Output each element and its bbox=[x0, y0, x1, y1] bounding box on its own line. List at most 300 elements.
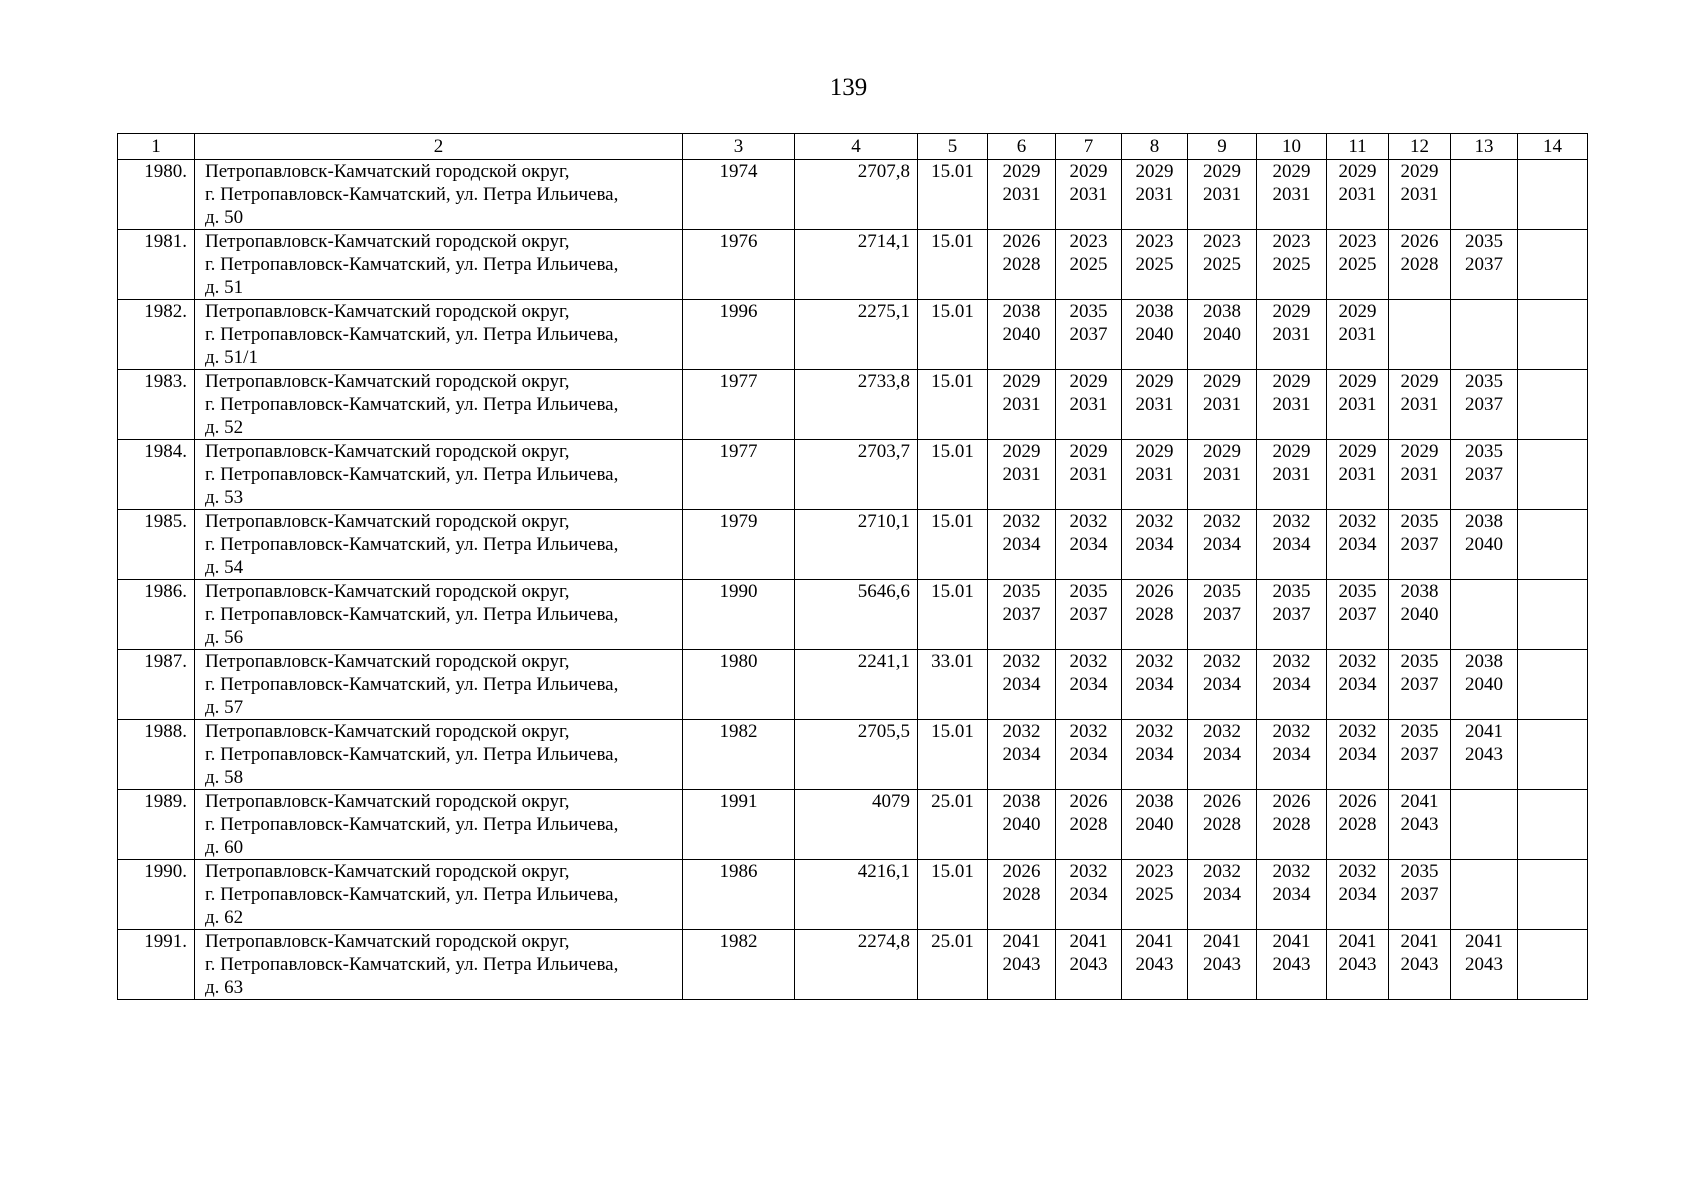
table-row bbox=[118, 650, 1588, 720]
period-start-year: 2032 bbox=[1203, 651, 1241, 672]
period-cell-12 bbox=[1389, 370, 1451, 440]
total-area: 2710,1 bbox=[795, 510, 918, 580]
period-start-year: 2023 bbox=[1135, 861, 1174, 882]
construction-year: 1982 bbox=[683, 930, 795, 1000]
code-cell: 33.01 bbox=[918, 650, 988, 720]
period-end-year: 2034 bbox=[1203, 744, 1241, 765]
address-line: г. Петропавловск-Камчатский, ул. Петра Ильичева, bbox=[205, 184, 619, 205]
column-header-14: 14 bbox=[1518, 134, 1588, 160]
code-cell: 15.01 bbox=[918, 440, 988, 510]
period-end-year: 2037 bbox=[1002, 604, 1041, 625]
address-line: Петропавловск-Камчатский городской округ, bbox=[205, 861, 570, 882]
period-start-year: 2032 bbox=[1338, 651, 1377, 672]
period-cell-11 bbox=[1327, 300, 1389, 370]
address-line: Петропавловск-Камчатский городской округ, bbox=[205, 231, 570, 252]
period-end-year: 2037 bbox=[1465, 464, 1503, 485]
period-cell-10 bbox=[1257, 510, 1327, 580]
period-end-year: 2031 bbox=[1203, 464, 1241, 485]
period-start-year: 2029 bbox=[1135, 371, 1174, 392]
period-cell-8 bbox=[1122, 370, 1188, 440]
period-cell-13 bbox=[1451, 510, 1518, 580]
period-end-year: 2031 bbox=[1338, 464, 1377, 485]
construction-year: 1991 bbox=[683, 790, 795, 860]
period-start-year: 2041 bbox=[1465, 931, 1503, 952]
table-row bbox=[118, 860, 1588, 930]
period-cell-13 bbox=[1451, 580, 1518, 650]
construction-year: 1976 bbox=[683, 230, 795, 300]
period-cell-8 bbox=[1122, 510, 1188, 580]
address-cell bbox=[195, 580, 683, 650]
period-cell-11 bbox=[1327, 230, 1389, 300]
period-end-year: 2028 bbox=[1069, 814, 1108, 835]
address-line: д. 63 bbox=[205, 977, 244, 998]
period-cell-9 bbox=[1188, 860, 1257, 930]
period-start-year: 2041 bbox=[1135, 931, 1174, 952]
period-cell-14 bbox=[1518, 720, 1588, 790]
period-end-year: 2031 bbox=[1203, 184, 1241, 205]
period-cell-8 bbox=[1122, 930, 1188, 1000]
period-cell-14 bbox=[1518, 160, 1588, 230]
period-end-year: 2031 bbox=[1069, 394, 1108, 415]
address-cell bbox=[195, 440, 683, 510]
total-area: 5646,6 bbox=[795, 580, 918, 650]
period-end-year: 2031 bbox=[1135, 184, 1174, 205]
row-number: 1991. bbox=[118, 930, 195, 1000]
period-start-year: 2038 bbox=[1400, 581, 1439, 602]
code-cell: 15.01 bbox=[918, 720, 988, 790]
total-area: 2707,8 bbox=[795, 160, 918, 230]
period-cell-9 bbox=[1188, 720, 1257, 790]
total-area: 2714,1 bbox=[795, 230, 918, 300]
period-end-year: 2031 bbox=[1272, 324, 1311, 345]
period-cell-11 bbox=[1327, 860, 1389, 930]
period-start-year: 2041 bbox=[1465, 721, 1503, 742]
period-start-year: 2029 bbox=[1203, 161, 1241, 182]
period-start-year: 2032 bbox=[1203, 721, 1241, 742]
address-line: д. 52 bbox=[205, 417, 244, 438]
period-cell-10 bbox=[1257, 580, 1327, 650]
period-end-year: 2031 bbox=[1002, 394, 1041, 415]
address-line: д. 50 bbox=[205, 207, 244, 228]
address-line: г. Петропавловск-Камчатский, ул. Петра Ильичева, bbox=[205, 534, 619, 555]
period-start-year: 2029 bbox=[1272, 371, 1311, 392]
address-line: Петропавловск-Камчатский городской округ, bbox=[205, 301, 570, 322]
period-start-year: 2032 bbox=[1002, 511, 1041, 532]
period-cell-6 bbox=[988, 370, 1056, 440]
address-cell bbox=[195, 300, 683, 370]
period-end-year: 2025 bbox=[1203, 254, 1241, 275]
period-end-year: 2037 bbox=[1203, 604, 1241, 625]
table-row bbox=[118, 370, 1588, 440]
period-start-year: 2029 bbox=[1069, 371, 1108, 392]
period-start-year: 2032 bbox=[1338, 721, 1377, 742]
row-number: 1983. bbox=[118, 370, 195, 440]
code-cell: 25.01 bbox=[918, 930, 988, 1000]
period-start-year: 2038 bbox=[1002, 301, 1041, 322]
period-cell-11 bbox=[1327, 510, 1389, 580]
period-start-year: 2035 bbox=[1465, 371, 1503, 392]
period-cell-7 bbox=[1056, 720, 1122, 790]
address-line: г. Петропавловск-Камчатский, ул. Петра Ильичева, bbox=[205, 744, 619, 765]
period-start-year: 2035 bbox=[1272, 581, 1311, 602]
construction-year: 1977 bbox=[683, 440, 795, 510]
total-area: 2733,8 bbox=[795, 370, 918, 440]
construction-year: 1979 bbox=[683, 510, 795, 580]
period-cell-8 bbox=[1122, 580, 1188, 650]
period-end-year: 2043 bbox=[1400, 954, 1439, 975]
address-cell bbox=[195, 510, 683, 580]
period-start-year: 2029 bbox=[1272, 441, 1311, 462]
period-start-year: 2029 bbox=[1338, 161, 1377, 182]
address-line: Петропавловск-Камчатский городской округ, bbox=[205, 581, 570, 602]
column-header-7: 7 bbox=[1056, 134, 1122, 160]
address-line: г. Петропавловск-Камчатский, ул. Петра Ильичева, bbox=[205, 954, 619, 975]
period-end-year: 2034 bbox=[1338, 744, 1377, 765]
period-cell-6 bbox=[988, 580, 1056, 650]
period-start-year: 2038 bbox=[1465, 511, 1503, 532]
period-start-year: 2029 bbox=[1272, 301, 1311, 322]
row-number: 1989. bbox=[118, 790, 195, 860]
period-cell-10 bbox=[1257, 300, 1327, 370]
period-cell-8 bbox=[1122, 720, 1188, 790]
period-cell-11 bbox=[1327, 790, 1389, 860]
period-end-year: 2034 bbox=[1135, 744, 1174, 765]
column-header-4: 4 bbox=[795, 134, 918, 160]
address-line: г. Петропавловск-Камчатский, ул. Петра Ильичева, bbox=[205, 394, 619, 415]
row-number: 1988. bbox=[118, 720, 195, 790]
period-end-year: 2037 bbox=[1338, 604, 1377, 625]
period-cell-6 bbox=[988, 300, 1056, 370]
period-end-year: 2028 bbox=[1203, 814, 1241, 835]
period-end-year: 2037 bbox=[1069, 324, 1108, 345]
period-end-year: 2031 bbox=[1203, 394, 1241, 415]
table-row bbox=[118, 930, 1588, 1000]
period-cell-6 bbox=[988, 790, 1056, 860]
period-start-year: 2038 bbox=[1002, 791, 1041, 812]
period-start-year: 2041 bbox=[1338, 931, 1377, 952]
period-end-year: 2034 bbox=[1203, 534, 1241, 555]
period-cell-9 bbox=[1188, 160, 1257, 230]
period-start-year: 2038 bbox=[1135, 791, 1174, 812]
period-cell-12 bbox=[1389, 440, 1451, 510]
period-start-year: 2035 bbox=[1203, 581, 1241, 602]
total-area: 4216,1 bbox=[795, 860, 918, 930]
period-start-year: 2032 bbox=[1069, 651, 1108, 672]
period-cell-14 bbox=[1518, 370, 1588, 440]
period-start-year: 2032 bbox=[1272, 861, 1311, 882]
total-area: 4079 bbox=[795, 790, 918, 860]
period-cell-9 bbox=[1188, 580, 1257, 650]
period-cell-6 bbox=[988, 860, 1056, 930]
period-cell-9 bbox=[1188, 230, 1257, 300]
period-start-year: 2029 bbox=[1338, 371, 1377, 392]
period-start-year: 2032 bbox=[1203, 861, 1241, 882]
period-end-year: 2034 bbox=[1069, 744, 1108, 765]
period-cell-10 bbox=[1257, 860, 1327, 930]
address-cell bbox=[195, 650, 683, 720]
period-cell-10 bbox=[1257, 790, 1327, 860]
address-line: г. Петропавловск-Камчатский, ул. Петра Ильичева, bbox=[205, 324, 619, 345]
column-header-13: 13 bbox=[1451, 134, 1518, 160]
page-number: 139 bbox=[829, 74, 868, 101]
address-line: г. Петропавловск-Камчатский, ул. Петра Ильичева, bbox=[205, 254, 619, 275]
period-cell-14 bbox=[1518, 580, 1588, 650]
address-line: д. 53 bbox=[205, 487, 244, 508]
total-area: 2703,7 bbox=[795, 440, 918, 510]
period-start-year: 2035 bbox=[1002, 581, 1041, 602]
address-line: г. Петропавловск-Камчатский, ул. Петра Ильичева, bbox=[205, 464, 619, 485]
period-start-year: 2029 bbox=[1135, 441, 1174, 462]
period-end-year: 2028 bbox=[1338, 814, 1377, 835]
construction-year: 1974 bbox=[683, 160, 795, 230]
address-line: Петропавловск-Камчатский городской округ, bbox=[205, 931, 570, 952]
period-end-year: 2028 bbox=[1400, 254, 1439, 275]
total-area: 2241,1 bbox=[795, 650, 918, 720]
code-cell: 25.01 bbox=[918, 790, 988, 860]
period-end-year: 2034 bbox=[1338, 534, 1377, 555]
period-end-year: 2034 bbox=[1069, 884, 1108, 905]
period-start-year: 2029 bbox=[1002, 371, 1041, 392]
period-cell-12 bbox=[1389, 720, 1451, 790]
period-start-year: 2026 bbox=[1002, 231, 1041, 252]
period-end-year: 2043 bbox=[1338, 954, 1377, 975]
period-end-year: 2031 bbox=[1069, 184, 1108, 205]
construction-year: 1996 bbox=[683, 300, 795, 370]
column-header-8: 8 bbox=[1122, 134, 1188, 160]
address-line: д. 62 bbox=[205, 907, 244, 928]
period-cell-11 bbox=[1327, 370, 1389, 440]
address-cell bbox=[195, 370, 683, 440]
period-end-year: 2031 bbox=[1272, 464, 1311, 485]
period-cell-11 bbox=[1327, 720, 1389, 790]
column-header-1: 1 bbox=[118, 134, 195, 160]
period-end-year: 2034 bbox=[1272, 744, 1311, 765]
period-end-year: 2037 bbox=[1069, 604, 1108, 625]
period-cell-14 bbox=[1518, 790, 1588, 860]
period-end-year: 2031 bbox=[1400, 394, 1439, 415]
period-start-year: 2035 bbox=[1400, 861, 1439, 882]
row-number: 1984. bbox=[118, 440, 195, 510]
period-cell-10 bbox=[1257, 650, 1327, 720]
period-cell-10 bbox=[1257, 160, 1327, 230]
table-row bbox=[118, 230, 1588, 300]
address-line: д. 60 bbox=[205, 837, 244, 858]
period-cell-13 bbox=[1451, 230, 1518, 300]
address-line: г. Петропавловск-Камчатский, ул. Петра Ильичева, bbox=[205, 884, 619, 905]
table-row bbox=[118, 160, 1588, 230]
period-end-year: 2028 bbox=[1002, 884, 1041, 905]
period-end-year: 2043 bbox=[1465, 744, 1503, 765]
code-cell: 15.01 bbox=[918, 510, 988, 580]
period-start-year: 2035 bbox=[1069, 301, 1108, 322]
period-end-year: 2040 bbox=[1203, 324, 1241, 345]
address-line: д. 54 bbox=[205, 557, 244, 578]
period-start-year: 2029 bbox=[1203, 371, 1241, 392]
period-end-year: 2031 bbox=[1400, 464, 1439, 485]
period-start-year: 2029 bbox=[1400, 371, 1439, 392]
period-cell-13 bbox=[1451, 440, 1518, 510]
period-start-year: 2029 bbox=[1069, 161, 1108, 182]
period-cell-6 bbox=[988, 720, 1056, 790]
period-end-year: 2031 bbox=[1069, 464, 1108, 485]
period-cell-14 bbox=[1518, 230, 1588, 300]
period-start-year: 2035 bbox=[1338, 581, 1377, 602]
period-end-year: 2034 bbox=[1069, 674, 1108, 695]
period-cell-14 bbox=[1518, 300, 1588, 370]
address-line: д. 51/1 bbox=[205, 347, 258, 368]
period-cell-12 bbox=[1389, 580, 1451, 650]
period-end-year: 2040 bbox=[1002, 324, 1041, 345]
period-cell-7 bbox=[1056, 580, 1122, 650]
code-cell: 15.01 bbox=[918, 580, 988, 650]
period-cell-9 bbox=[1188, 930, 1257, 1000]
period-cell-13 bbox=[1451, 860, 1518, 930]
period-cell-8 bbox=[1122, 300, 1188, 370]
period-cell-8 bbox=[1122, 650, 1188, 720]
period-start-year: 2035 bbox=[1465, 441, 1503, 462]
period-cell-6 bbox=[988, 650, 1056, 720]
period-start-year: 2032 bbox=[1338, 861, 1377, 882]
period-end-year: 2034 bbox=[1002, 744, 1041, 765]
period-end-year: 2037 bbox=[1465, 254, 1503, 275]
column-header-3: 3 bbox=[683, 134, 795, 160]
period-end-year: 2037 bbox=[1272, 604, 1311, 625]
period-end-year: 2037 bbox=[1400, 674, 1439, 695]
period-end-year: 2040 bbox=[1135, 324, 1174, 345]
period-end-year: 2034 bbox=[1002, 674, 1041, 695]
address-line: д. 56 bbox=[205, 627, 244, 648]
address-line: г. Петропавловск-Камчатский, ул. Петра Ильичева, bbox=[205, 604, 619, 625]
address-line: Петропавловск-Камчатский городской округ, bbox=[205, 511, 570, 532]
period-end-year: 2031 bbox=[1135, 394, 1174, 415]
construction-year: 1990 bbox=[683, 580, 795, 650]
row-number: 1982. bbox=[118, 300, 195, 370]
period-end-year: 2037 bbox=[1400, 534, 1439, 555]
period-cell-7 bbox=[1056, 230, 1122, 300]
period-start-year: 2032 bbox=[1272, 511, 1311, 532]
address-cell bbox=[195, 720, 683, 790]
period-start-year: 2029 bbox=[1203, 441, 1241, 462]
period-end-year: 2028 bbox=[1135, 604, 1174, 625]
period-end-year: 2025 bbox=[1338, 254, 1377, 275]
period-cell-9 bbox=[1188, 300, 1257, 370]
address-cell bbox=[195, 160, 683, 230]
address-line: г. Петропавловск-Камчатский, ул. Петра Ильичева, bbox=[205, 814, 619, 835]
period-start-year: 2035 bbox=[1400, 651, 1439, 672]
code-cell: 15.01 bbox=[918, 230, 988, 300]
period-end-year: 2034 bbox=[1272, 534, 1311, 555]
period-cell-12 bbox=[1389, 300, 1451, 370]
row-number: 1981. bbox=[118, 230, 195, 300]
total-area: 2705,5 bbox=[795, 720, 918, 790]
period-start-year: 2026 bbox=[1002, 861, 1041, 882]
period-end-year: 2034 bbox=[1203, 674, 1241, 695]
period-end-year: 2040 bbox=[1465, 534, 1503, 555]
row-number: 1985. bbox=[118, 510, 195, 580]
period-cell-9 bbox=[1188, 650, 1257, 720]
period-end-year: 2025 bbox=[1272, 254, 1311, 275]
period-cell-14 bbox=[1518, 930, 1588, 1000]
period-cell-13 bbox=[1451, 300, 1518, 370]
period-start-year: 2041 bbox=[1069, 931, 1108, 952]
period-start-year: 2035 bbox=[1400, 511, 1439, 532]
period-start-year: 2032 bbox=[1338, 511, 1377, 532]
period-cell-8 bbox=[1122, 860, 1188, 930]
table-row bbox=[118, 510, 1588, 580]
period-cell-13 bbox=[1451, 930, 1518, 1000]
period-cell-11 bbox=[1327, 440, 1389, 510]
period-start-year: 2038 bbox=[1203, 301, 1241, 322]
address-line: Петропавловск-Камчатский городской округ, bbox=[205, 721, 570, 742]
row-number: 1990. bbox=[118, 860, 195, 930]
address-line: д. 51 bbox=[205, 277, 244, 298]
code-cell: 15.01 bbox=[918, 300, 988, 370]
period-cell-11 bbox=[1327, 930, 1389, 1000]
column-header-2: 2 bbox=[195, 134, 683, 160]
table-header-row bbox=[118, 134, 1588, 160]
period-cell-10 bbox=[1257, 440, 1327, 510]
data-table bbox=[117, 133, 1588, 1000]
column-header-12: 12 bbox=[1389, 134, 1451, 160]
address-line: г. Петропавловск-Камчатский, ул. Петра Ильичева, bbox=[205, 674, 619, 695]
period-cell-7 bbox=[1056, 440, 1122, 510]
period-end-year: 2031 bbox=[1338, 324, 1377, 345]
period-cell-9 bbox=[1188, 370, 1257, 440]
table-row bbox=[118, 580, 1588, 650]
period-start-year: 2029 bbox=[1338, 441, 1377, 462]
period-start-year: 2026 bbox=[1400, 231, 1439, 252]
period-end-year: 2040 bbox=[1465, 674, 1503, 695]
period-cell-12 bbox=[1389, 510, 1451, 580]
period-end-year: 2040 bbox=[1135, 814, 1174, 835]
period-end-year: 2031 bbox=[1338, 184, 1377, 205]
period-end-year: 2031 bbox=[1002, 184, 1041, 205]
row-number: 1980. bbox=[118, 160, 195, 230]
period-start-year: 2032 bbox=[1069, 721, 1108, 742]
period-end-year: 2043 bbox=[1400, 814, 1439, 835]
period-cell-8 bbox=[1122, 230, 1188, 300]
period-start-year: 2026 bbox=[1338, 791, 1377, 812]
period-cell-12 bbox=[1389, 160, 1451, 230]
period-end-year: 2043 bbox=[1465, 954, 1503, 975]
code-cell: 15.01 bbox=[918, 370, 988, 440]
period-cell-7 bbox=[1056, 510, 1122, 580]
period-end-year: 2037 bbox=[1400, 884, 1439, 905]
construction-year: 1982 bbox=[683, 720, 795, 790]
period-cell-10 bbox=[1257, 930, 1327, 1000]
period-cell-12 bbox=[1389, 790, 1451, 860]
period-start-year: 2041 bbox=[1272, 931, 1311, 952]
period-cell-14 bbox=[1518, 860, 1588, 930]
period-start-year: 2029 bbox=[1002, 441, 1041, 462]
address-line: д. 57 bbox=[205, 697, 244, 718]
period-cell-7 bbox=[1056, 930, 1122, 1000]
period-cell-14 bbox=[1518, 440, 1588, 510]
period-start-year: 2038 bbox=[1135, 301, 1174, 322]
address-cell bbox=[195, 790, 683, 860]
address-cell bbox=[195, 230, 683, 300]
period-end-year: 2031 bbox=[1338, 394, 1377, 415]
period-end-year: 2034 bbox=[1272, 884, 1311, 905]
construction-year: 1986 bbox=[683, 860, 795, 930]
period-start-year: 2038 bbox=[1465, 651, 1503, 672]
period-start-year: 2026 bbox=[1203, 791, 1241, 812]
period-start-year: 2029 bbox=[1272, 161, 1311, 182]
period-end-year: 2034 bbox=[1002, 534, 1041, 555]
period-start-year: 2029 bbox=[1002, 161, 1041, 182]
period-start-year: 2026 bbox=[1135, 581, 1174, 602]
period-cell-8 bbox=[1122, 790, 1188, 860]
